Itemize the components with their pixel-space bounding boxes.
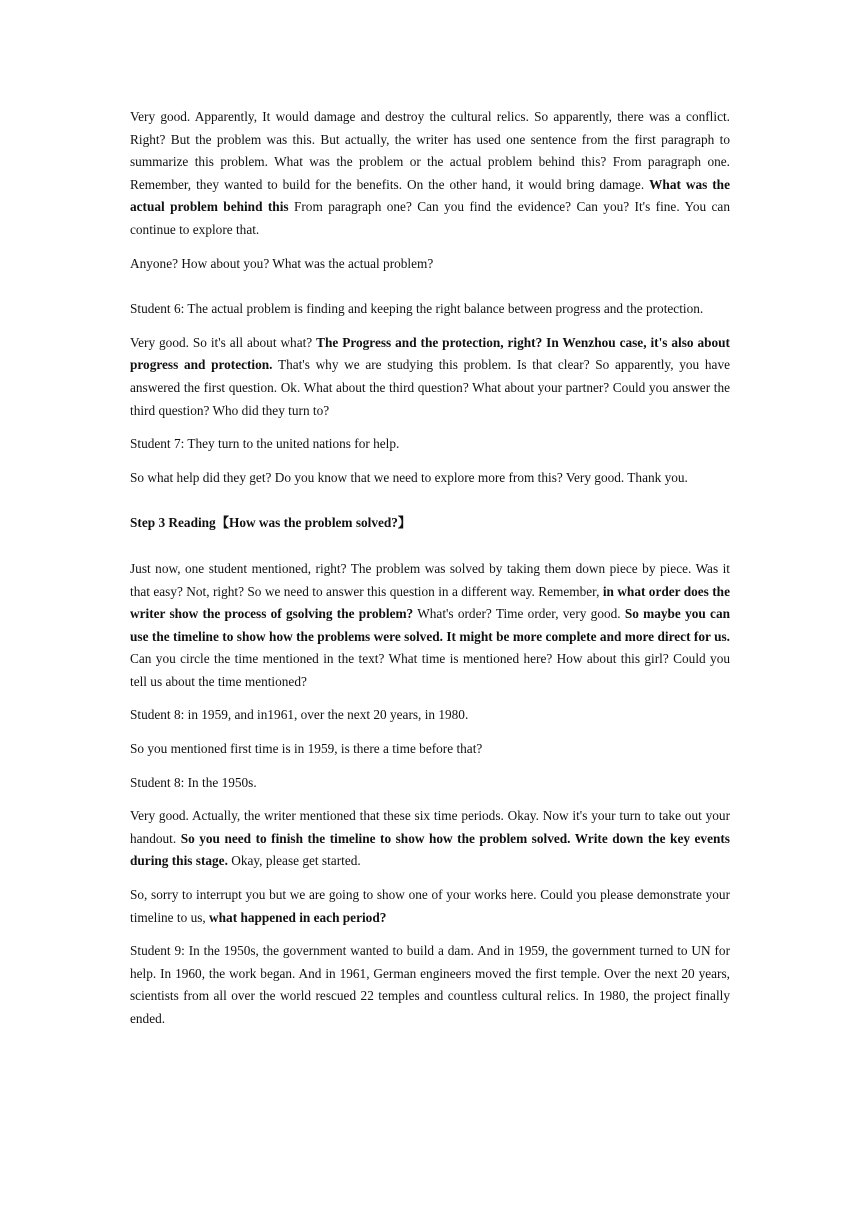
paragraph-1	[130, 106, 730, 242]
text-segment: Okay, please get started.	[227, 853, 361, 869]
paragraph-13	[130, 884, 730, 929]
paragraph-14-student-9	[130, 940, 730, 1030]
text-segment: That's why we are studying this problem. Is that clear? So apparently, you have answered the first question. Ok. What about the third question? What about your partner? Could you answer the third question? Who did they turn to?	[130, 357, 730, 418]
paragraph-5-student-7	[130, 433, 730, 456]
text-segment: What's order? Time order, very good.	[413, 606, 625, 622]
bold-segment: in what order does the writer show the process of gsolving the problem?	[130, 583, 730, 622]
text-segment: So you mentioned first time is in 1959, is there a time before that?	[130, 741, 483, 757]
text-segment: Student 8: In the 1950s.	[130, 774, 257, 790]
text-segment: Student 7: They turn to the united nations for help.	[130, 436, 400, 452]
paragraph-12	[130, 805, 730, 873]
paragraph-8	[130, 558, 730, 694]
text-segment: So, sorry to interrupt you but we are going to show one of your works here. Could you please demonstrate your timeline to us,	[130, 887, 730, 925]
heading-text: Step 3 Reading【How was the problem solved?】	[130, 515, 412, 531]
bold-segment: What was the actual problem behind this	[130, 176, 730, 215]
text-segment: Student 9: In the 1950s, the government wanted to build a dam. And in 1959, the government turned to UN for help. In 1960, the work began. And in 1961, German engineers moved the first temple. Over the next 20 years, scientists from all over the world rescued 22 temples and countless cultural relics. In 1980, the project finally ended.	[130, 943, 730, 1026]
text-segment: Very good. Actually, the writer mentioned that these six time periods. Okay. Now it's your turn to take out your handout.	[130, 808, 730, 846]
text-segment: From paragraph one? Can you find the evidence? Can you? It's fine. You can continue to explore that.	[130, 199, 730, 237]
text-segment: Anyone? How about you? What was the actual problem?	[130, 255, 434, 271]
text-segment: Can you circle the time mentioned in the text? What time is mentioned here? How about this girl? Could you tell us about the time mentioned?	[130, 651, 730, 689]
text-segment: Very good. Apparently, It would damage and destroy the cultural relics. So apparently, there was a conflict. Right? But the problem was this. But actually, the writer has used one sentence from the first paragraph to summarize this problem. What was the problem or the actual problem behind this? From paragraph one. Remember, they wanted to build for the benefits. On the other hand, it would bring damage.	[130, 109, 730, 192]
paragraph-2	[130, 253, 730, 276]
paragraph-6	[130, 467, 730, 490]
text-segment: Just now, one student mentioned, right? The problem was solved by taking them down piece by piece. Was it that easy? Not, right? So we need to answer this question in a different way. Remember,	[130, 560, 730, 599]
section-heading-step-3	[130, 512, 730, 535]
bold-segment: The Progress and the protection, right? In Wenzhou case, it's also about progress and protection.	[130, 334, 730, 373]
paragraph-3-student-6	[130, 298, 730, 321]
paragraph-11-student-8	[130, 772, 730, 795]
text-segment: Very good. So it's all about what?	[130, 334, 317, 350]
bold-segment: So maybe you can use the timeline to show how the problems were solved. It might be more complete and more direct for us.	[130, 606, 730, 644]
text-segment: Student 8: in 1959, and in1961, over the next 20 years, in 1980.	[130, 707, 469, 723]
paragraph-9-student-8	[130, 704, 730, 727]
text-segment: Student 6: The actual problem is finding and keeping the right balance between progress and the protection.	[130, 301, 704, 317]
document-page	[130, 106, 730, 1042]
paragraph-4	[130, 332, 730, 422]
bold-segment: So you need to finish the timeline to show how the problem solved. Write down the key events during this stage.	[130, 830, 730, 869]
bold-segment: what happened in each period?	[209, 909, 387, 925]
paragraph-10	[130, 738, 730, 761]
text-segment: So what help did they get? Do you know that we need to explore more from this? Very good. Thank you.	[130, 469, 688, 485]
